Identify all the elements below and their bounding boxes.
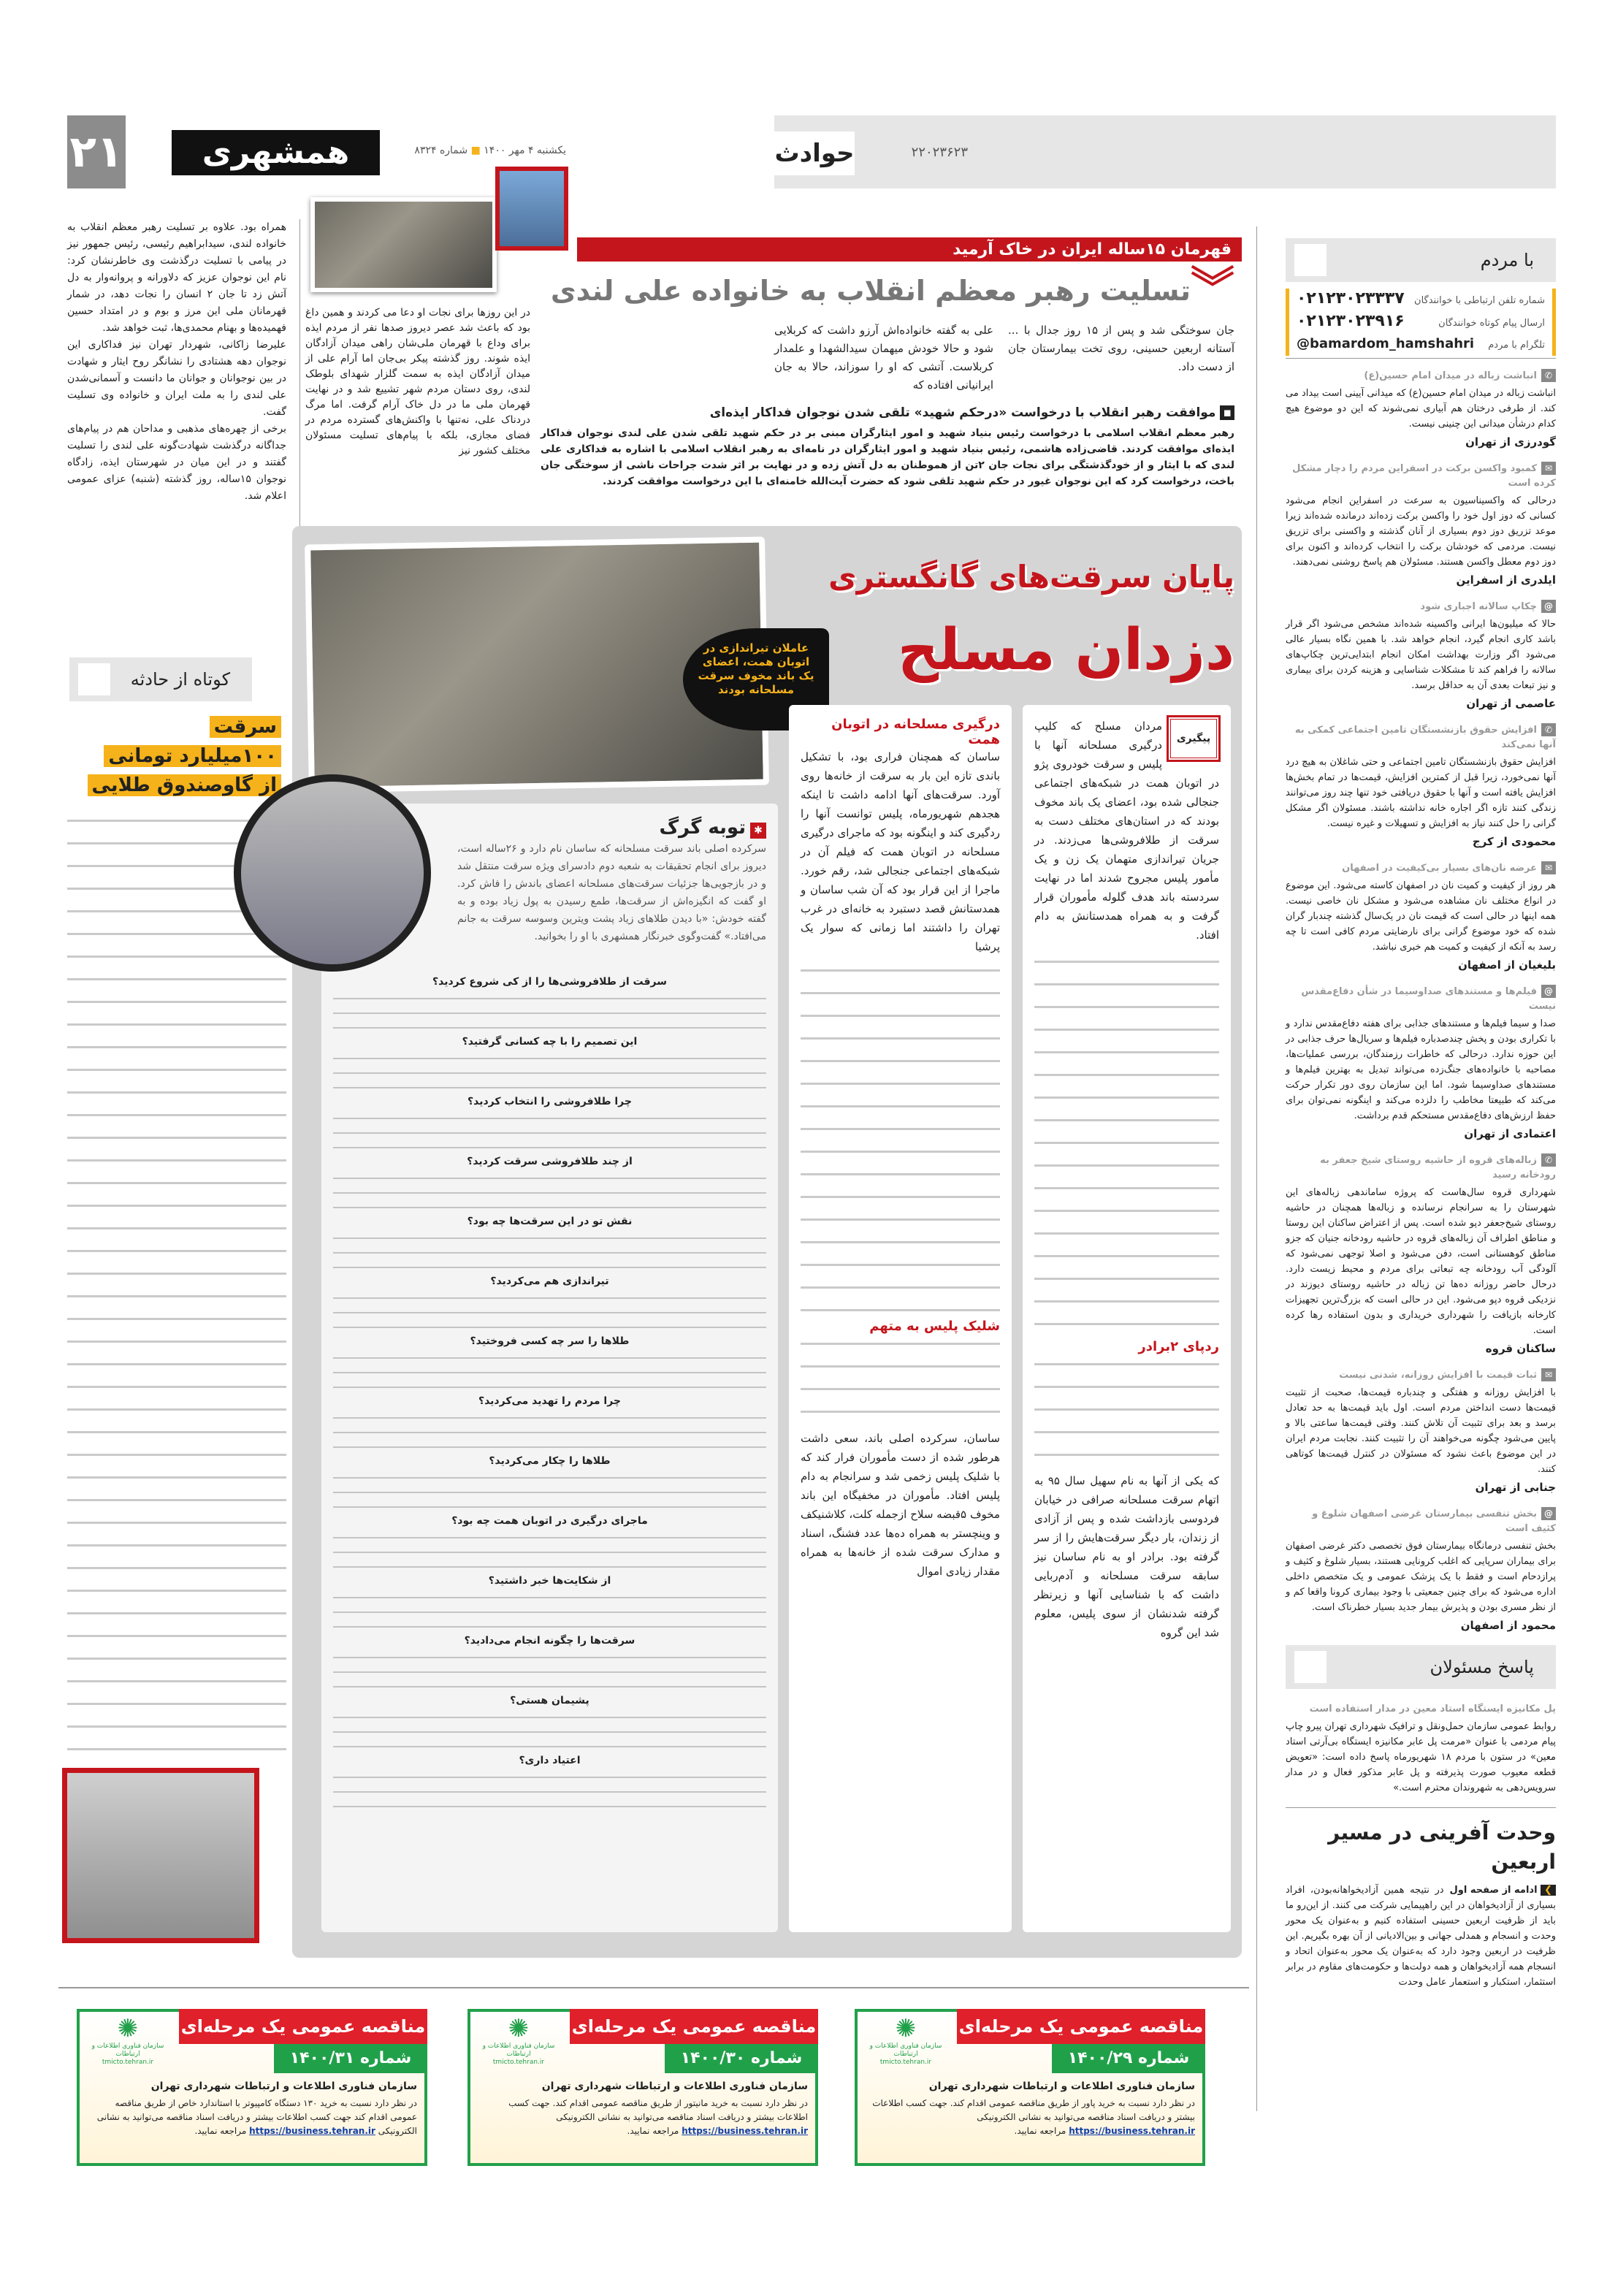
letter-title-text: ثبات قیمت با افزایش روزانه، شدنی نیست (1339, 1370, 1537, 1381)
arbaeen-text: در نتیجه همین آزادیخواهانه‌بودن، افراد بسیاری از آزادیخواهان در این راهپیمایی شرکت می کنند. از این‌رو ما باید از ظرفیت اربعین حسینی استفاده کنیم و به‌عنوان یک محور وحدت و انسجام و همدلی جهانی و بین‌الادیانی از آن بهره بگیریم. این ظرفیت در اربعین وجود دارد که به‌عنوان یک محور به‌عنوان اتحاد و انسجام همه آزادیخواهان و همه دولت‌ها و حکومت‌های مقاوم در برابر استثمار، استکبار و استعمار عامل وحدت (1286, 1885, 1556, 1988)
chevron-down-icon: ︾ (1191, 263, 1234, 314)
answer-text (333, 1768, 766, 1813)
suspect-circle-photo (234, 774, 431, 972)
mail-icon: ✉ (1541, 861, 1556, 874)
qa-item (333, 1154, 766, 1214)
ad-title: مناقصه عمومی یک مرحله‌ای (570, 2009, 818, 2044)
paragraph: همراه بود. علاوه بر تسلیت رهبر معظم انقلاب به خانواده لندی، سیدابراهیم رئیسی، رئیس جمهور نیز در پیامی با تسلیت درگذشت وی خاطرنشان کرد: نام این نوجوان عزیز که دلاورانه و پروانه‌وار به دل آتش زد تا جان ۲ انسان را نجات دهد، در شمار قهرمانان ملی این مرز و بوم و در امتداد حسین فهمیده‌ها و بهنام محمدی‌ها، ثبت خواهد شد. (67, 221, 287, 334)
letter-author: گودرزی از تهران (1465, 435, 1556, 449)
question: نقش تو در این سرقت‌ها چه بود؟ (467, 1216, 633, 1227)
chevron-icon: ❯ (1541, 1885, 1556, 1896)
continued-label (1450, 1883, 1556, 1898)
logo-site: tmicto.tehran.ir (492, 2059, 545, 2066)
letter-author: محمود از اصفهان (1460, 1619, 1556, 1632)
letter-text: صدا و سیما فیلم‌ها و مستندهای جذابی برای هفته دفاع‌مقدس ندارد و با تکراری بودن و پخش چندصدباره فیلم‌ها و سریال‌ها حرف جذابی در این حوزه ندارد. درحالی که خاطرات رزمندگان، بررسی عملیات‌ها، مصاحبه با خانواده‌های جنگ‌زده می‌تواند تبدیل به بهترین فیلم‌ها و مستندهای صداوسیما شود. اما این سازمان روی دور تکرار حرکت می‌کند که طبیعتا مخاطب را دلزده می‌کند و اینگونه نمی‌توان برای حفظ ارزش‌های دفاع‌مقدس مستحکم قدم برداشت. (1286, 1018, 1556, 1121)
date: یکشنبه ۴ مهر ۱۴۰۰ (484, 145, 566, 156)
qa-item (333, 1094, 766, 1154)
contact-value[interactable]: ۰۲۱۲۳۰۲۳۳۳۷ (1297, 289, 1405, 308)
ad-tail: مراجعه نمایید. (627, 2126, 679, 2136)
ad-text: در نظر دارد نسبت به خرید ۱۳۰ دستگاه کامپیوتر با استاندارد خاص از طریق مناقصه عمومی اقدام کند جهت کسب اطلاعات بیشتر و دریافت اسناد مناقصه می‌توانید به نشانی الکترونیکی (96, 2098, 417, 2136)
logo-site: tmicto.tehran.ir (879, 2059, 932, 2066)
logo-site: tmicto.tehran.ir (102, 2059, 154, 2066)
short-news-body-text (67, 811, 286, 1753)
qa-item (333, 1633, 766, 1693)
qa-item (333, 1214, 766, 1274)
top-story-col-a: در این روزها برای نجات او دعا می کردند و همین داغ بود که باعث شد عصر دیروز صدها نفر از مردم ایذه برای وداع با قهرمان ملی‌شان راهی میدان آزادگان ایذه شوند. روز گذشته پیکر بی‌جان اما آرام علی از میدان آزادگان ایذه به سمت گلزار شهدای بلوطک لندی، روی دستان مردم شهر تشییع شد و در نهایت قهرمان ملی ما در دل خاک آرام گرفت. اما مرگ دردناک علی، نه‌تنها با واکنش‌های گسترده مردم در فضای مجازی، بلکه با پیام‌های تسلیت مسئولان مختلف کشور نیز (305, 307, 530, 457)
paragraph: علیرضا زاکانی، شهردار تهران نیز فداکاری این نوجوان دهه هشتادی را نشانگر روح ایثار و شهادت در بین نوجوانان و جوانان ما دانست و آسمانی‌شدن علی لندی را به ملت ایران و خانواده وی تسلیت گفت. (67, 339, 286, 418)
letter-author: بلیغیان از اصفهان (1458, 958, 1556, 972)
letter-title-text: کمبود واکسن برکت در اسفراین مردم را دچار مشکل کرده است (1292, 463, 1556, 489)
letter-title (1286, 1507, 1556, 1536)
org-logo (84, 2015, 172, 2067)
body-text (1034, 952, 1219, 1332)
letter-title-text: عرضه نان‌های بسیار بی‌کیفیت در اصفهان (1342, 863, 1537, 874)
subheading: درگیری مسلحانه در اتوبان همت (831, 717, 1000, 747)
answer-text (333, 1708, 766, 1753)
ad-title: مناقصه عمومی یک مرحله‌ای (957, 2009, 1205, 2044)
officials-header (1286, 1645, 1556, 1689)
body-text (801, 961, 1000, 1311)
reader-letter (1286, 369, 1556, 450)
answer-text (333, 989, 766, 1034)
answer-text (333, 1468, 766, 1514)
star-logo-icon: ✺ (895, 2014, 917, 2043)
short-news-header (69, 657, 252, 701)
question: سرقت از طلافروشی‌ها را از کی شروع کردید؟ (432, 976, 667, 988)
ad-org: سازمان فناوری اطلاعات و ارتباطات شهرداری تهران (541, 2080, 808, 2092)
letters-list (1286, 369, 1556, 1633)
letter-title (1286, 985, 1556, 1014)
section-title: حوادث (774, 131, 855, 175)
letter-author: ساکنان قروه (1485, 1342, 1556, 1355)
star-logo-icon: ✺ (508, 2014, 530, 2043)
letter-title (1286, 369, 1556, 384)
portrait-photo (495, 167, 568, 251)
letter-author: اعتمادی از تهران (1464, 1127, 1556, 1140)
left-col-text (67, 219, 286, 505)
ad-title: مناقصه عمومی یک مرحله‌ای (179, 2009, 427, 2044)
letter-text: هر روز از کیفیت و کمیت نان در اصفهان کاسته می‌شود. این موضوع در انواع مختلف نان مشاهده می‌شود و مشکل نان خاصی نیست. همه اینها در حالی است که قیمت نان در یک‌سال گذشته چندبار گران شده که خود موضوع گرانی برای نارضایتی مردم کافی است تا چه رسد به آنکه از کیفیت و کمیت هم خبری نباشد. (1286, 880, 1556, 953)
answer-text (333, 1109, 766, 1154)
ad-url-link[interactable]: https://business.tehran.ir (682, 2126, 808, 2136)
at-icon: @ (1541, 985, 1556, 998)
ad-body (865, 2097, 1195, 2138)
ad-url-link[interactable]: https://business.tehran.ir (1069, 2126, 1195, 2136)
ad-number: شماره ۱۴۰۰/۲۹ (1052, 2044, 1205, 2073)
section-phone: ۲۲۰۲۳۶۲۳ (911, 145, 968, 160)
arbaeen-headline: وحدت آفرینی در مسیر اربعین (1328, 1820, 1556, 1874)
paragraph: برخی از چهره‌های مذهبی و مداحان هم در پیام‌های جداگانه درگذشت شهادت‌گونه علی لندی را تسلیت گفتند و در این میان در شهرستان ایذه، زادگاه نوجوان ۱۵ساله، روز گذشته (شنبه) عزای عمومی اعلام شد. (67, 423, 286, 502)
letter-author: جنابی از تهران (1475, 1481, 1556, 1494)
question: چرا طلافروشی را انتخاب کردید؟ (467, 1096, 632, 1107)
ad-body (87, 2097, 417, 2138)
short-news-headline (69, 712, 281, 800)
qa-list (333, 975, 766, 1813)
contact-row (1297, 334, 1545, 356)
letter-title-text: زباله‌های قروه از حاشیه روستای شیخ جعفر به رودخانه رسید (1320, 1155, 1556, 1181)
qa-item (333, 1034, 766, 1094)
letter-text: شهرداری قروه سال‌هاست که پروژه ساماندهی زباله‌های این شهرستان را به سرانجام نرسانده و زباله‌ها همچنان در حاشیه روستای شیخ‌جعفر دپو شده است. پس از اعتراض ساکنان این روستا و مناطق اطراف آن زباله‌های قروه در حاشیه رودخانه جنیان که جزو مناطق کوهستانی است، دفن می‌شود و اصلا توجهی نمی‌شود که آلودگی آب رودخانه چه تبعاتی برای مردم و محیط زیست دارد. درحال حاضر روزانه ده‌ها تن زباله در حاشیه روستای دیوزند در نزدیکی قروه دپو می‌شود. این در حالی است که بزرگ‌ترین تجهیزات کارخانه بازیافت را شهرداری خریداری و بدون استفاده رها کرده است. (1286, 1187, 1556, 1336)
letter-title (1286, 1368, 1556, 1383)
top-story-headline: تسلیت رهبر معظم انقلاب به خانواده علی لندی (550, 275, 1191, 307)
contacts-box (1286, 289, 1556, 356)
logo-text: سازمان فناوری اطلاعات و ارتباطات (482, 2043, 555, 2058)
letter-title (1286, 462, 1556, 491)
feature-text: ساسان، سرکرده اصلی باند، سعی داشت هرطور شده از دست مأموران فرار کند که با شلیک پلیس زخمی شد و سرانجام به دام پلیس افتاد. مأموران در مخفیگاه این باند مخوف ۵قبضه سلاح ازجمله کلت، کلاشنیکف و وینچستر به همراه ده‌ها عدد فشنگ، اسناد و مدارک سرقت شده از خانه‌ها به همراه مقدار زیادی اموال (801, 1432, 1000, 1578)
letter-title (1286, 861, 1556, 876)
letter-title-text: چکاپ سالانه اجباری شود (1420, 601, 1537, 612)
tender-ad (855, 2009, 1205, 2166)
phone-icon: ✆ (1541, 1153, 1556, 1167)
answer-text (333, 1169, 766, 1214)
reply-text: روابط عمومی سازمان حمل‌ونقل و ترافیک شهرداری تهران پیرو چاپ پیام مردمی با عنوان «مرمت پل عابر مکانیزه ایستگاه بی‌آرتی استاد معین» در ستون با مردم ۱۸ شهریورماه پاسخ داده است: «تعویض قطعه معیوب صورت پذیرفته و پل عابر مذکور فعال و در مدار سرویس‌دهی به شهروندان محترم است.» (1286, 1721, 1556, 1793)
answer-text (333, 1229, 766, 1274)
qa-item (333, 1574, 766, 1633)
logo-text: سازمان فناوری اطلاعات و ارتباطات (869, 2043, 942, 2058)
letter-title-text: فیلم‌ها و مستندهای صداوسیما در شأن دفاع‌مقدس نیست (1301, 986, 1556, 1012)
ad-body (478, 2097, 808, 2138)
sub-headline-text: موافقت رهبر انقلاب با درخواست «درحکم شهید» تلقی شدن نوجوان فداکار ایذه‌ای (709, 405, 1216, 420)
question: ماجرای درگیری در اتوبان همت چه بود؟ (451, 1515, 648, 1527)
contact-row (1297, 289, 1545, 311)
at-icon: @ (1541, 1507, 1556, 1520)
feature-intro: مردان مسلح که کلیپ درگیری مسلحانه آنها با پلیس و سرقت خودروی پژو در اتوبان همت در شبکه‌های اجتماعی جنجالی شده بود، اعضای یک باند مخوف بودند که در استان‌های مختلف دست به سرقت از طلافروشی‌ها می‌زدند. در جریان تیراندازی متهمان یک زن و یک مأمور پلیس مجروح شدند اما در نهایت سردسته باند هدف گلوله مأموران قرار گرفت و به همراه همدستانش به دام افتاد. (1034, 720, 1219, 942)
answer-text (333, 1588, 766, 1633)
ad-text: در نظر دارد نسبت به خرید پاور از طریق مناقصه عمومی اقدام کند. جهت کسب اطلاعات بیشتر و دریافت اسناد مناقصه می‌توانید به نشانی الکترونیکی (872, 2098, 1195, 2122)
ad-text: در نظر دارد نسبت به خرید مانیتور از طریق مناقصه عمومی اقدام کند. جهت کسب اطلاعات بیشتر و دریافت اسناد مناقصه می‌توانید به نشانی الکترونیکی (508, 2098, 808, 2122)
reader-letter (1286, 1153, 1556, 1357)
contact-row (1297, 311, 1545, 334)
qa-item (333, 1454, 766, 1514)
divider (1286, 1807, 1556, 1808)
answer-text (333, 1408, 766, 1454)
phone-icon: ✆ (1541, 369, 1556, 382)
reader-letter (1286, 861, 1556, 973)
letter-title-text: افزایش حقوق بازنشستگان تامین اجتماعی کمکی به آنها نمی‌کند (1294, 725, 1556, 750)
funeral-photo (310, 197, 497, 292)
tender-ad (467, 2009, 818, 2166)
divider (58, 1987, 1249, 1988)
headline-line: ۱۰۰میلیارد تومانی (104, 745, 281, 767)
follow-up-badge: پیگیری (1168, 717, 1219, 760)
answer-text (333, 1648, 766, 1693)
official-reply (1286, 1702, 1556, 1796)
tender-ad (77, 2009, 427, 2166)
contact-value[interactable]: ۰۲۱۲۳۰۲۳۹۱۶ (1297, 312, 1405, 330)
letter-author: محمودی از کرج (1472, 835, 1556, 848)
ad-org: سازمان فناوری اطلاعات و ارتباطات شهرداری تهران (150, 2080, 417, 2092)
readers-header (1286, 238, 1556, 282)
mail-icon: ✉ (1541, 462, 1556, 475)
reader-letter (1286, 1368, 1556, 1495)
letter-title-text: انباشت زباله در میدان امام حسین(ع) (1364, 370, 1537, 381)
qa-item (333, 975, 766, 1034)
letter-text: حالا که میلیون‌ها ایرانی واکسینه شده‌اند مشخص می‌شود اگر قرار باشد کاری انجام گیرد، انجام خواهد شد. با همین نگاه بسیار عالی می‌شود اگر وزارت بهداشت امکان انجام ابتدایی‌ترین چکاپ‌های سالانه را فراهم کند تا مشکلات شناسایی و هزینه کردن برای بیماری و نیز تبعات بعدی آن به حداقل برسد. (1286, 619, 1556, 691)
answer-text (333, 1289, 766, 1334)
qa-item (333, 1394, 766, 1454)
ad-number: شماره ۱۴۰۰/۳۰ (665, 2044, 818, 2073)
ad-org: سازمان فناوری اطلاعات و ارتباطات شهرداری تهران (928, 2080, 1195, 2092)
feature-text: ساسان که همچنان فراری بود، با تشکیل باندی تازه این بار به سرقت از خانه‌ها روی آورد. سرقت‌های آنها ادامه داشت تا اینکه هجدهم شهریورماه، پلیس توانست آنها را ردگیری کند و اینگونه بود که ماجرای درگیری مسلحانه در اتوبان همت که فیلم آن در شبکه‌های اجتماعی جنجالی شد، رقم خورد. ماجرا از این قرار بود که آن شب ساسان و همدستانش قصد دستبرد به خانه‌ای در غرب تهران را داشتند اما زمانی که سوار یک پرشیا (801, 750, 1000, 953)
ad-url-link[interactable]: https://business.tehran.ir (249, 2126, 375, 2136)
suspect-photo (62, 1768, 259, 1943)
letter-title (1286, 1153, 1556, 1183)
feature-headline (828, 544, 1234, 690)
mail-icon: ✉ (1541, 1368, 1556, 1381)
feature-text-2: که یکی از آنها به نام سهیل سال ۹۵ به اتهام سرقت مسلحانه صرافی در خیابان فردوسی بازداشت شده و پس از آزادی از زندان، بار دیگر سرقت‌هایش را از سر گرفته بود. برادر او به نام ساسان نیز سابقه سرقت مسلحانه و آدم‌ربایی داشت که با شناسایی آنها و زیرنظر گرفته شدنشان از سوی پلیس، معلوم شد این گروه (1034, 1474, 1219, 1639)
letter-author: عاصمی از تهران (1466, 697, 1556, 710)
top-story-col-b: علی به گفته خانواده‌اش آرزو داشت که کربلایی شود و حالا خودش میهمان سیدالشهدا و علمدار کربلاست. آتشی که او را سوزاند، حالا به جان ایرانیانی افتاده که (774, 324, 993, 392)
ad-tail: مراجعه نمایید. (1014, 2126, 1066, 2136)
letter-title (1286, 600, 1556, 614)
qa-item (333, 1274, 766, 1334)
letter-text: انباشت زباله در میدان امام حسین(ع) که میدانی آیینی است بیداد می کند. از طرفی درختان هم آبیاری نمی‌شوند که این دو موضوع هیچ کدام درشأن میدانی این چنینی نیست. (1286, 388, 1556, 430)
question: پشیمان هستی؟ (510, 1695, 589, 1706)
answer-text (333, 1349, 766, 1394)
issue-date: یکشنبه ۴ مهر ۱۴۰۰ ■ شماره ۸۳۲۴ (414, 145, 566, 156)
letter-title-text: بخش تنفسی بیمارستان غرضی اصفهان شلوغ و کثیف است (1312, 1509, 1556, 1534)
question: این تصمیم را با چه کسانی گرفتید؟ (462, 1036, 638, 1048)
reply-title: پل مکانیزه ایستگاه استاد معین در مدار استفاده است (1309, 1704, 1556, 1715)
phone-icon: ✆ (1541, 723, 1556, 736)
square-icon: ▪ (1220, 405, 1234, 420)
continued-text: ادامه از صفحه اول (1449, 1885, 1538, 1896)
arbaeen-article (1286, 1883, 1556, 1990)
qa-item (333, 1753, 766, 1813)
readers-column-flow (1286, 369, 1556, 1990)
question: چرا مردم را تهدید می‌کردید؟ (478, 1395, 622, 1407)
feature-second-column (789, 705, 1012, 1932)
ad-tail: مراجعه نمایید. (194, 2126, 247, 2136)
letter-text: افزایش حقوق بازنشستگان تامین اجتماعی و حتی شاغلان به هیچ درد آنها نمی‌خورد، زیرا قبل از کمترین افزایش، قیمت‌ها در تمام بخش‌ها افزایش یافته است و آنها با حقوق دریافتی خود تنها چند روز می‌توانند زندگی کنند تازه اگر اجاره خانه نداشته باشند. مسئولان اگر مشکل گرانی را حل کنند نیاز به افزایش و تسهیلات و غیره نیست. (1286, 757, 1556, 829)
issue-number: شماره ۸۳۲۴ (414, 145, 468, 156)
subheading: شلیک پلیس به متهم (869, 1319, 1000, 1334)
contact-value[interactable]: @bamardom_hamshahri (1297, 336, 1475, 351)
question: طلاها را چکار می‌کردید؟ (489, 1455, 611, 1467)
org-logo (862, 2015, 950, 2067)
question: از چند طلافروشی سرقت کردید؟ (467, 1156, 633, 1167)
star-logo-icon: ✺ (117, 2014, 139, 2043)
reader-letter (1286, 985, 1556, 1142)
officials-title: پاسخ مسئولان (1429, 1657, 1534, 1677)
reader-letter (1286, 462, 1556, 588)
letter-text: درحالی که واکسیناسیون به سرعت در اسفراین انجام می‌شود کسانی که دوز اول خود را واکسن برکت زده‌اند درمانده شده‌اند زیرا موعد تزریق دوز دوم بسیاری از آنان گذشته و واکسنی برای تزریق نیست. مردمی که خودشان برکت را انتخاب کرده‌اند و اکنون برای دوز دوم معطل واکسن هستند. مسئولان هم پاسخ روشنی نمی‌دهند. (1286, 495, 1556, 568)
body-text (801, 1334, 1000, 1429)
top-story-col-c: جان سوختگی شد و پس از ۱۵ روز جدال با ... آستانه اربعین حسینی، روی تخت بیمارستان جان از دست داد. (1008, 324, 1234, 373)
question: طلاها را سر چه کسی فروختید؟ (470, 1335, 630, 1347)
contact-label: تلگرام با مردم (1488, 340, 1545, 351)
top-story-kicker: قهرمان ۱۵ساله ایران در خاک آرمید (577, 237, 1242, 262)
letter-author: ایلدری از اسفراین (1456, 573, 1556, 587)
reader-letter (1286, 1507, 1556, 1633)
letter-text: با افزایش روزانه و هفتگی و چندباره قیمت‌ها، صحبت از تثبیت قیمت‌ها دست انداختن مردم است. اول باید قیمت‌ها به حد تعادل برسد و بعد برای تثبیت آن تلاش کنند. وقتی قیمت‌ها ساعتی بالا و پایین می‌شود چگونه می‌خواهند آن را تثبیت کنند. نجابت مردم ایران در این موضوع باعث نشود که مسئولان در کنترل قیمت‌ها کوتاهی کنند. (1286, 1387, 1556, 1475)
interview-title-text: توبه گرگ (659, 817, 746, 839)
short-news-title: کوتاه از حادثه (130, 669, 230, 690)
headline-line: سرقت (210, 716, 281, 738)
qa-item (333, 1693, 766, 1753)
letter-title (1286, 723, 1556, 752)
reader-letter (1286, 600, 1556, 712)
answer-text (333, 1528, 766, 1574)
sub-headline-text-body: رهبر معظم انقلاب اسلامی با درخواست رئیس بنیاد شهید و امور ایثارگران مبنی بر در حکم شهید تلقی شدن علی لندی نوجوان فداکار ایذه‌ای موافقت کردند. قاضی‌زاده هاشمی، رئیس بنیاد شهید و امور ایثارگران در نامه‌ای به رهبر انقلاب اسلامی با اشاره به فداکاری علی لندی که با ایثار و از خودگذشتگی برای نجات جان ۲تن از هموطنان به دل آتش زده و در نهایت بر اثر شدت جراحات ناشی از سوختگی جان باخت، درخواست کرد که این نوجوان غیور در حکم شهید تلقی شود که حضرت آیت‌الله خامنه‌ای با این درخواست موافقت کردند. (541, 427, 1234, 487)
qa-item (333, 1334, 766, 1394)
contact-label: ارسال پیام کوتاه خوانندگان (1438, 318, 1545, 329)
page-number: ۲۱ (67, 115, 126, 188)
question: سرقت‌ها را چگونه انجام می‌دادید؟ (464, 1635, 635, 1647)
letter-text: بخش تنفسی درمانگاه بیمارستان فوق تخصصی دکتر غرضی اصفهان برای بیماران سرپایی که اغلب کرونایی هستند، بسیار شلوغ و کثیف و پرازدحام است و فقط با یک پزشک عمومی و یک متخصص داخلی اداره می‌شود که برای چنین جمعیتی با وجود بیماری کرونا واقعا کم و از نظر مسری بودن و پذیرش بیمار جدید بسیار خطرناک است. (1286, 1541, 1556, 1613)
ad-number: شماره ۱۴۰۰/۳۱ (274, 2044, 427, 2073)
newspaper-logo: همشهری (172, 130, 380, 175)
divider (1286, 358, 1556, 359)
question: از شکایت‌ها خبر داشتید؟ (488, 1575, 611, 1587)
feature-main-column (1023, 705, 1231, 1932)
subheading: ردپای ۲برادر (1138, 1339, 1219, 1354)
question: تیراندازی هم می‌کردید؟ (490, 1275, 609, 1287)
question: اعتیاد داری؟ (519, 1755, 581, 1766)
feature-headline-line-2: دزدان مسلح (897, 617, 1234, 683)
contact-label: شماره تلفن ارتباطی با خوانندگان (1414, 295, 1545, 306)
logo-text: سازمان فناوری اطلاعات و ارتباطات (91, 2043, 164, 2058)
star-icon: ✱ (750, 823, 766, 839)
readers-title: با مردم (1480, 250, 1534, 270)
column-divider (1256, 226, 1257, 2111)
sub-headline (541, 403, 1234, 422)
interview-intro: سرکرده اصلی باند سرقت مسلحانه که ساسان نام دارد و ۲۶ساله است، دیروز برای انجام تحقیقات به شعبه دوم دادسرای ویژه سرقت منتقل شد و در بازجویی‌ها جزئیات سرقت‌های مسلحانه اعضای باندش را فاش کرد. او گفت که انگیزه‌اش از سرقت‌ها، طمع رسیدن به پول زیاد بوده و به گفته خودش: «با دیدن طلاهای زیاد پشت ویترین وسوسه سرقت به جانم می‌افتاد.» گفت‌وگوی خبرنگار همشهری با او را بخوانید. (457, 843, 766, 942)
at-icon: @ (1541, 600, 1556, 613)
answer-text (333, 1049, 766, 1094)
body-text (1034, 1354, 1219, 1471)
org-logo (475, 2015, 562, 2067)
qa-item (333, 1514, 766, 1574)
interview-box (321, 804, 778, 1932)
reader-letter (1286, 723, 1556, 850)
feature-headline-line-1: پایان سرقت‌های گانگستری (828, 559, 1234, 595)
headline-line: از گاوصندوق طلایی (88, 774, 282, 796)
callout-arrow: عاملان تیراندازی در اتوبان همت، اعضای یک باند مخوف سرقت مسلحانه بودند (683, 628, 829, 731)
